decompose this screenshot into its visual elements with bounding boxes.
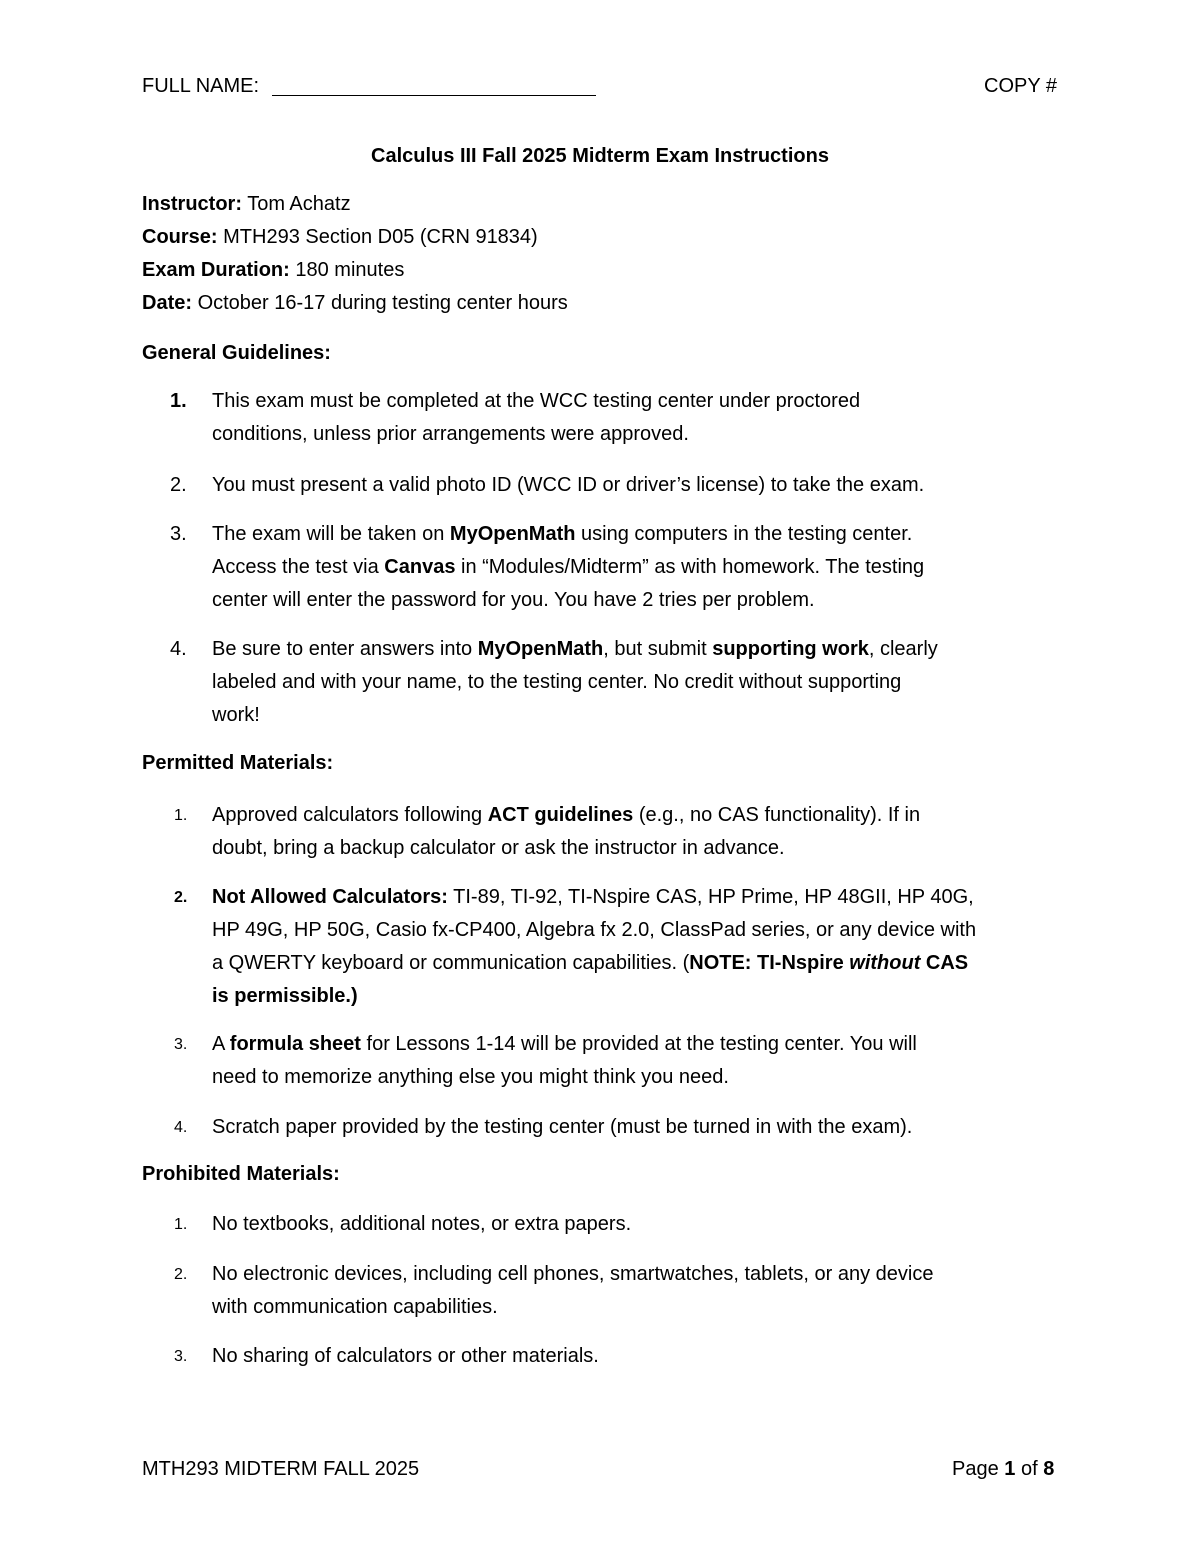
- list-item-line: You must present a valid photo ID (WCC ID or driver’s license) to take the exam.: [212, 474, 925, 496]
- list-item-line: Access the test via Canvas in “Modules/Midterm” as with homework. The testing: [212, 556, 925, 578]
- course-value: MTH293 Section D05 (CRN 91834): [217, 226, 538, 248]
- list-item: [212, 1111, 1072, 1144]
- general-guidelines-heading: General Guidelines:: [142, 342, 331, 364]
- full-name-label: FULL NAME:: [142, 75, 260, 97]
- list-item-line: No electronic devices, including cell phones, smartwatches, tablets, or any device: [212, 1263, 934, 1285]
- list-item: [212, 1258, 1072, 1324]
- list-item: [212, 881, 1072, 1013]
- list-number: 4.: [174, 1119, 188, 1136]
- list-item-line: with communication capabilities.: [212, 1296, 498, 1318]
- list-item-line: No textbooks, additional notes, or extra papers.: [212, 1213, 632, 1235]
- list-item-line: a QWERTY keyboard or communication capabilities. (NOTE: TI-Nspire without CAS: [212, 952, 969, 974]
- duration-line: [142, 259, 404, 282]
- permitted-materials-heading: Permitted Materials:: [142, 752, 334, 774]
- footer-page-number: Page 1 of 8: [952, 1458, 1055, 1480]
- list-item: [212, 1208, 1072, 1241]
- list-number: 1.: [174, 807, 188, 824]
- list-number: 3.: [170, 523, 187, 545]
- list-item: [212, 1340, 1072, 1373]
- list-item: [212, 518, 1072, 617]
- instructor-label: Instructor:: [142, 193, 242, 215]
- full-name-blank-line: [272, 95, 596, 96]
- list-number: 4.: [170, 638, 187, 660]
- list-number: 1.: [174, 1216, 188, 1233]
- list-number: 3.: [174, 1348, 188, 1365]
- prohibited-materials-heading: Prohibited Materials:: [142, 1163, 340, 1185]
- date-label: Date:: [142, 292, 193, 314]
- list-item: [212, 385, 1072, 451]
- list-item-line: This exam must be completed at the WCC testing center under proctored: [212, 390, 861, 412]
- list-number: 2.: [174, 1266, 188, 1283]
- list-item-line: conditions, unless prior arrangements were approved.: [212, 423, 689, 445]
- list-item: [212, 633, 1072, 732]
- list-item-line: doubt, bring a backup calculator or ask the instructor in advance.: [212, 837, 785, 859]
- list-item-line: need to memorize anything else you might think you need.: [212, 1066, 729, 1088]
- list-number: 1.: [170, 390, 187, 412]
- list-item-line: No sharing of calculators or other materials.: [212, 1345, 599, 1367]
- list-item-line: work!: [212, 704, 260, 726]
- list-number: 2.: [170, 474, 187, 496]
- list-item: [212, 1028, 1072, 1094]
- list-item-line: Not Allowed Calculators: TI-89, TI-92, TI-Nspire CAS, HP Prime, HP 48GII, HP 40G,: [212, 886, 974, 908]
- list-item: [212, 799, 1072, 865]
- list-item-line: is permissible.): [212, 985, 358, 1007]
- footer-course-label: MTH293 MIDTERM FALL 2025: [142, 1458, 420, 1480]
- list-item-line: Be sure to enter answers into MyOpenMath, but submit supporting work, clearly: [212, 638, 938, 660]
- list-item-line: The exam will be taken on MyOpenMath using computers in the testing center.: [212, 523, 913, 545]
- course-line: [142, 226, 538, 249]
- page-title: Calculus III Fall 2025 Midterm Exam Instructions: [371, 145, 829, 167]
- date-value: October 16-17 during testing center hours: [192, 292, 568, 314]
- list-item: [212, 469, 1072, 502]
- list-item-line: Approved calculators following ACT guidelines (e.g., no CAS functionality). If in: [212, 804, 921, 826]
- list-item-line: A formula sheet for Lessons 1-14 will be provided at the testing center. You will: [212, 1033, 917, 1055]
- instructor-line: [142, 193, 351, 216]
- copy-number-label: COPY #: [984, 75, 1057, 97]
- instructor-value: Tom Achatz: [242, 193, 351, 215]
- duration-label: Exam Duration:: [142, 259, 290, 281]
- list-item-line: HP 49G, HP 50G, Casio fx-CP400, Algebra fx 2.0, ClassPad series, or any device with: [212, 919, 977, 941]
- list-number: 2.: [174, 889, 188, 906]
- list-item-line: Scratch paper provided by the testing center (must be turned in with the exam).: [212, 1116, 913, 1138]
- list-number: 3.: [174, 1036, 188, 1053]
- list-item-line: labeled and with your name, to the testing center. No credit without supporting: [212, 671, 902, 693]
- duration-value: 180 minutes: [289, 259, 405, 281]
- course-label: Course:: [142, 226, 218, 248]
- date-line: [142, 292, 568, 315]
- list-item-line: center will enter the password for you. You have 2 tries per problem.: [212, 589, 815, 611]
